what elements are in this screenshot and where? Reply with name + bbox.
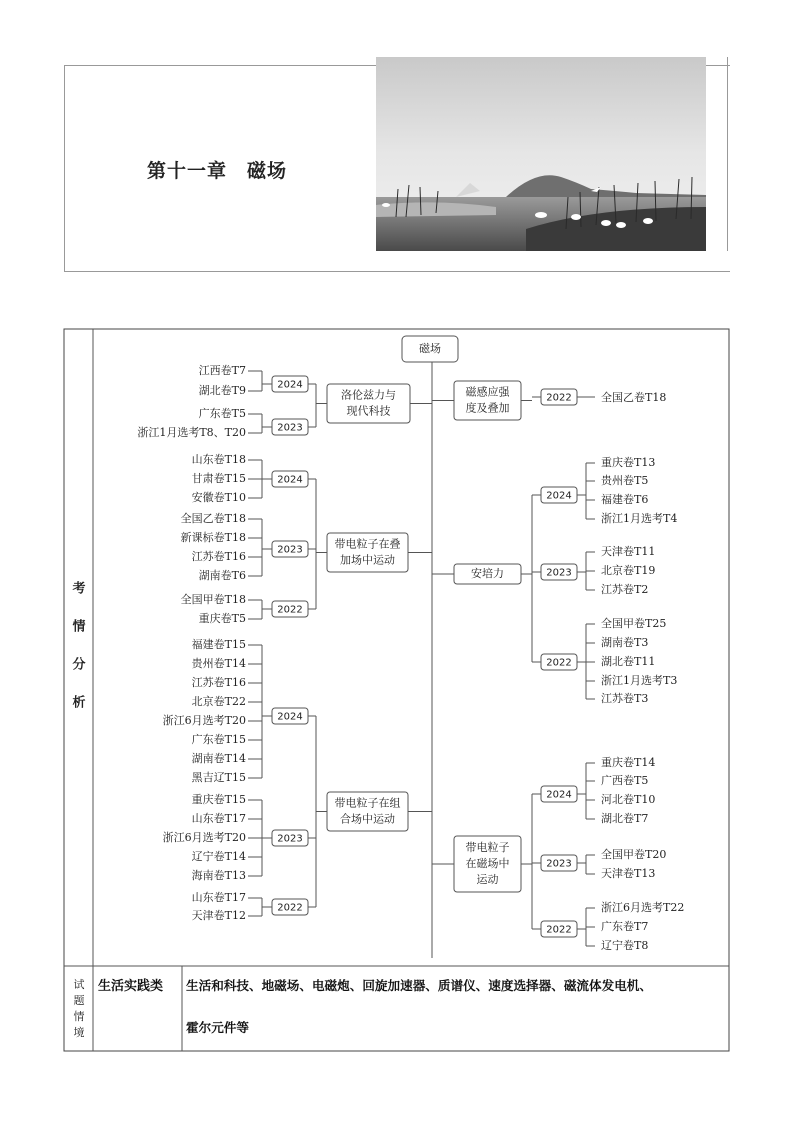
exam-item: 辽宁卷T14 xyxy=(191,850,246,863)
topic-label: 带电粒子在组 xyxy=(334,796,401,810)
topic-label: 合场中运动 xyxy=(340,812,395,826)
exam-item: 天津卷T13 xyxy=(601,867,656,880)
context-label: 试 题 情 境 xyxy=(73,978,85,1039)
year-label: 2022 xyxy=(277,902,303,914)
exam-item: 江苏卷T2 xyxy=(601,583,649,596)
exam-item: 湖南卷T6 xyxy=(198,569,246,582)
topic-label: 加场中运动 xyxy=(340,553,395,567)
year-label: 2022 xyxy=(546,924,572,936)
exam-item: 山东卷T18 xyxy=(191,453,246,466)
exam-item: 北京卷T19 xyxy=(601,564,656,577)
topic-label: 安培力 xyxy=(471,567,504,580)
exam-item: 浙江6月选考T20 xyxy=(162,714,246,727)
topic-label: 运动 xyxy=(476,873,499,886)
chapter-title: 第十一章 磁场 xyxy=(147,160,288,182)
side-label-char: 考 xyxy=(72,581,86,597)
exam-item: 黑吉辽T15 xyxy=(191,771,246,784)
exam-item: 重庆卷T5 xyxy=(198,612,246,625)
exam-item: 山东卷T17 xyxy=(191,891,246,904)
side-label-char: 情 xyxy=(72,619,86,635)
exam-item: 湖北卷T9 xyxy=(198,384,246,397)
exam-item: 海南卷T13 xyxy=(191,869,246,882)
year-label: 2024 xyxy=(546,490,572,502)
exam-item: 甘肃卷T15 xyxy=(191,472,246,485)
exam-item: 全国乙卷T18 xyxy=(601,391,667,404)
context-line-2: 霍尔元件等 xyxy=(186,1020,249,1035)
exam-item: 全国甲卷T20 xyxy=(601,848,667,861)
exam-item: 天津卷T11 xyxy=(601,545,656,558)
exam-item: 全国甲卷T25 xyxy=(601,617,667,630)
exam-item: 重庆卷T13 xyxy=(601,456,656,469)
exam-item: 全国甲卷T18 xyxy=(180,593,246,606)
exam-item: 浙江1月选考T8、T20 xyxy=(137,426,246,439)
side-label-char: 析 xyxy=(72,695,86,711)
exam-item: 贵州卷T14 xyxy=(191,657,246,670)
exam-item: 浙江1月选考T4 xyxy=(601,512,678,525)
exam-item: 广西卷T5 xyxy=(601,774,649,787)
year-label: 2023 xyxy=(277,544,303,556)
exam-item: 河北卷T10 xyxy=(601,793,656,806)
exam-item: 广东卷T5 xyxy=(198,407,246,420)
exam-item: 浙江6月选考T20 xyxy=(162,831,246,844)
exam-item: 湖北卷T11 xyxy=(601,655,656,668)
root-node-label: 磁场 xyxy=(419,342,441,355)
year-label: 2022 xyxy=(546,657,572,669)
exam-item: 天津卷T12 xyxy=(191,909,246,922)
exam-item: 湖南卷T3 xyxy=(601,636,649,649)
exam-item: 重庆卷T15 xyxy=(191,793,246,806)
topic-label: 带电粒子 xyxy=(465,841,510,854)
exam-item: 江苏卷T16 xyxy=(191,676,246,689)
context-category: 生活实践类 xyxy=(98,979,164,994)
topic-label: 度及叠加 xyxy=(465,401,510,415)
exam-item: 全国乙卷T18 xyxy=(180,512,246,525)
year-label: 2023 xyxy=(546,858,572,870)
exam-item: 浙江1月选考T3 xyxy=(601,674,678,687)
topic-label: 带电粒子在叠 xyxy=(334,537,401,551)
topic-label: 磁感应强 xyxy=(465,385,510,399)
year-label: 2024 xyxy=(277,711,303,723)
year-label: 2024 xyxy=(546,789,572,801)
year-label: 2024 xyxy=(277,474,303,486)
topic-label: 现代科技 xyxy=(346,404,391,418)
exam-item: 北京卷T22 xyxy=(191,695,246,708)
exam-item: 广东卷T15 xyxy=(191,733,246,746)
exam-item: 辽宁卷T8 xyxy=(601,939,649,952)
topic-label: 洛伦兹力与 xyxy=(341,388,396,402)
exam-item: 山东卷T17 xyxy=(191,812,246,825)
year-label: 2022 xyxy=(546,392,572,404)
exam-item: 江苏卷T3 xyxy=(601,692,649,705)
year-label: 2023 xyxy=(277,833,303,845)
exam-item: 安徽卷T10 xyxy=(191,491,246,504)
side-label-char: 分 xyxy=(72,657,86,673)
exam-item: 江苏卷T16 xyxy=(191,550,246,563)
topic-label: 在磁场中 xyxy=(465,857,510,870)
year-label: 2022 xyxy=(277,604,303,616)
exam-item: 福建卷T15 xyxy=(191,638,246,651)
year-label: 2023 xyxy=(277,422,303,434)
exam-item: 湖北卷T7 xyxy=(601,812,649,825)
year-label: 2024 xyxy=(277,379,303,391)
exam-item: 广东卷T7 xyxy=(601,920,649,933)
context-line-1: 生活和科技、地磁场、电磁炮、回旋加速器、质谱仪、速度选择器、磁流体发电机、 xyxy=(186,978,652,993)
exam-item: 湖南卷T14 xyxy=(191,752,246,765)
exam-item: 贵州卷T5 xyxy=(601,474,649,487)
exam-item: 浙江6月选考T22 xyxy=(601,901,685,914)
exam-item: 福建卷T6 xyxy=(601,493,649,506)
exam-item: 新课标卷T18 xyxy=(180,531,246,544)
year-label: 2023 xyxy=(546,567,572,579)
exam-item: 江西卷T7 xyxy=(198,364,246,377)
exam-item: 重庆卷T14 xyxy=(601,756,656,769)
